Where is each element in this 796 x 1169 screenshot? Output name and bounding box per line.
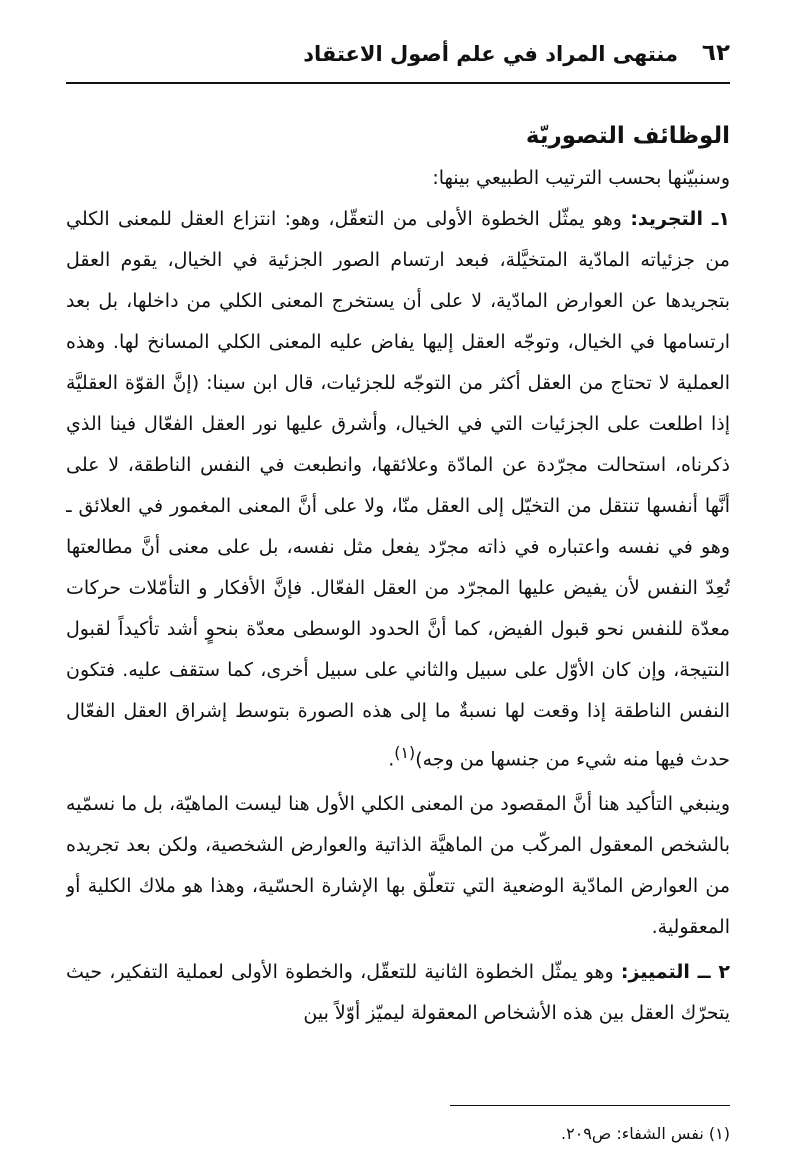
abstraction-text: وهو يمثّل الخطوة الأولى من التعقّل، وهو: انتزاع العقل للمعنى الكلي من جزئياته المادّية المتخيَّلة، فبعد ارتسام الصور الجزئية في الخيال، يقوم العقل بتجريدها عن العوارض المادّية، لا على أن يستخرج المعنى الكلي من داخلها، بل بعد ارتسامها في الخيال، وتوجّه العقل إليها يفاض عليه المعنى الكلي المسانخ لها. وهذه العملية لا تحتاج من العقل أكثر من التوجّه للجزئيات، قال ابن سينا: (إنَّ القوّة العقليَّة إذا اطلعت على الجزئيات التي في الخيال، وأشرق عليها نور العقل الفعّال فينا الذي ذكرناه، استحالت مجرّدة عن المادّة وعلائقها، وانطبعت في النفس الناطقة، لا على أنَّها أنفسها تنتقل من التخيّل إلى العقل منّا، ولا على أنَّ المعنى المغمور في العلائق ـ وهو في نفسه واعتباره في ذاته مجرّد يفعل مثل نفسه، بل على معنى أنَّ مطالعتها تُعِدّ النفس لأن يفيض عليها المجرّد من العقل الفعّال. فإنَّ الأفكار و التأمّلات حركات معدّة للنفس نحو قبول الفيض، كما أنَّ الحدود الوسطى معدّة بنحوٍ أشد تأكيداً لقبول النتيجة، وإن كان الأوّل على سبيل والثاني على سبيل أخرى، كما ستقف عليه. فتكون النفس الناطقة إذا وقعت لها نسبةٌ ما إلى هذه الصورة بتوسط إشراق العقل الفعّال حدث فيها منه شيء من جنسها من وجه) bbox=[66, 208, 730, 771]
page-number: ٦٢ bbox=[701, 40, 730, 66]
page-body bbox=[66, 110, 730, 1060]
footnote: (١) نفس الشفاء: ص٢٠٩. bbox=[561, 1124, 730, 1143]
distinction-term: ٢ ــ التمييز: bbox=[620, 961, 730, 984]
section-heading: الوظائف التصوريّة bbox=[525, 123, 730, 149]
running-header bbox=[66, 26, 730, 84]
abstraction-term: ١ـ التجريد: bbox=[630, 208, 730, 230]
intro-paragraph: وسنبيّنها بحسب الترتيب الطبيعي بينها: bbox=[432, 167, 730, 189]
footnote-divider bbox=[450, 1105, 730, 1106]
abstraction-end: . bbox=[388, 748, 395, 771]
abstraction-paragraph bbox=[66, 199, 730, 780]
running-title: منتهى المراد في علم أصول الاعتقاد bbox=[303, 42, 678, 66]
distinction-text: وهو يمثّل الخطوة الثانية للتعقّل، والخطوة الأولى لعملية التفكير، حيث يتحرّك العقل بين هذه الأشخاص المعقولة ليميّز أوّلاً بين bbox=[66, 961, 730, 1025]
clarification-paragraph: وينبغي التأكيد هنا أنَّ المقصود من المعنى الكلي الأول هنا ليست الماهيّة، بل ما نسمّيه بالشخص المعقول المركّب من الماهيَّة الذاتية والعوارض الشخصية، ولكن بعد تجريده من العوارض المادّية الوضعية التي تتعلّق بها الإشارة الحسّية، وهذا هو ملاك الكلية أو المعقولية. bbox=[66, 793, 730, 939]
distinction-paragraph bbox=[66, 952, 730, 1034]
footnote-reference: (١) bbox=[394, 743, 416, 762]
